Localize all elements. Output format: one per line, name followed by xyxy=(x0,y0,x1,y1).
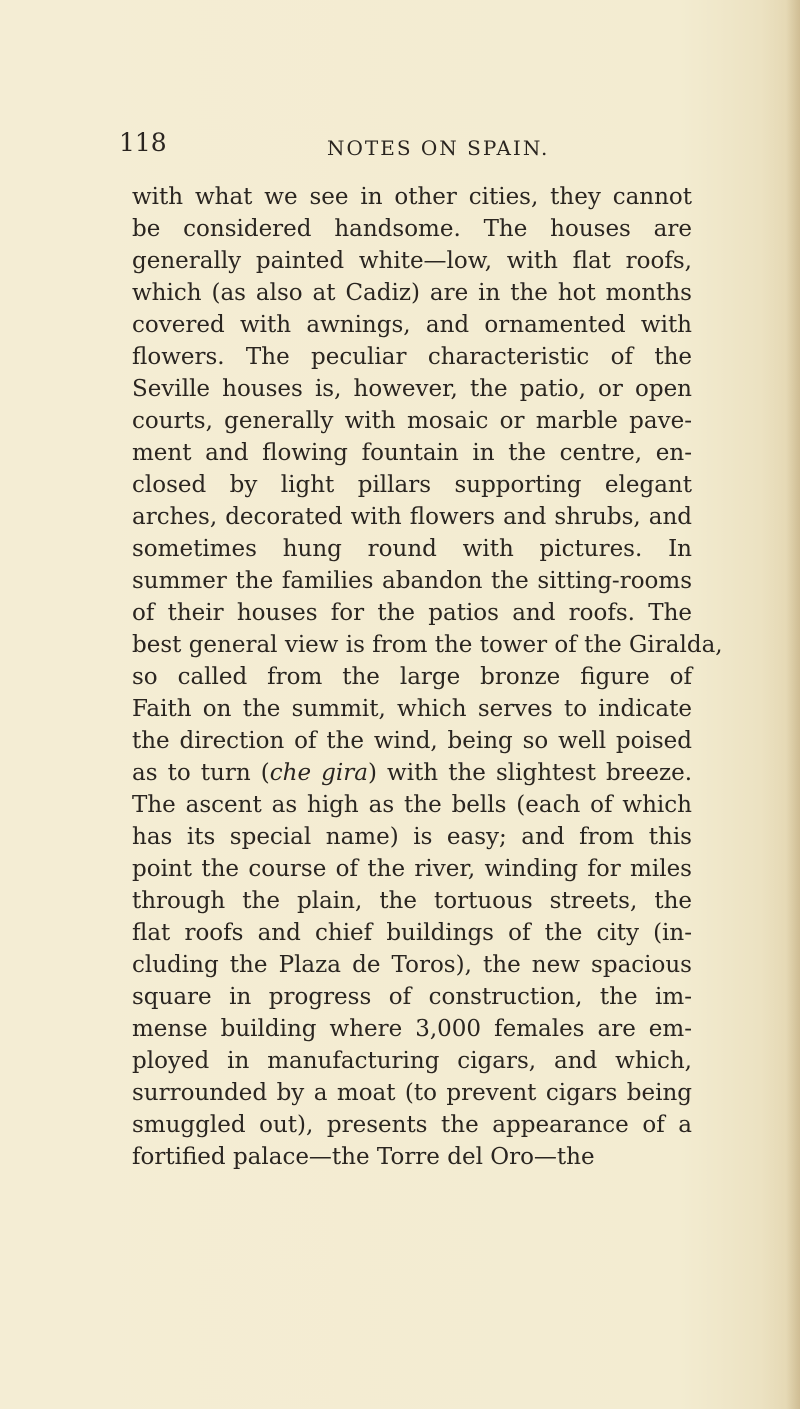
page-edge-shadow xyxy=(786,0,800,1409)
text-line-14: of their houses for the patios and roofs. The xyxy=(132,600,692,626)
text-line-25: cluding the Plaza de Toros), the new spacious xyxy=(132,952,692,978)
text-line-26: square in progress of construction, the im- xyxy=(132,984,692,1010)
text-line-20: The ascent as high as the bells (each of which xyxy=(132,792,692,818)
text-line-31: fortified palace—the Torre del Oro—the xyxy=(132,1144,595,1170)
text-line-21: has its special name) is easy; and from this xyxy=(132,824,692,850)
text-line-2: be considered handsome. The houses are xyxy=(132,216,692,242)
text-line-19 xyxy=(132,757,692,789)
text-line-5: covered with awnings, and ornamented with xyxy=(132,312,692,338)
text-line-11: arches, decorated with flowers and shrubs, and xyxy=(132,504,692,530)
text-line-27: mense building where 3,000 females are em- xyxy=(132,1016,692,1042)
text-line-6: flowers. The peculiar characteristic of the xyxy=(132,344,692,370)
text-line-1: with what we see in other cities, they cannot xyxy=(132,184,692,210)
text-line-10: closed by light pillars supporting elegant xyxy=(132,472,692,498)
text-line-19-before: as to turn ( xyxy=(132,760,270,786)
page-number: 118 xyxy=(119,128,167,157)
text-line-13: summer the families abandon the sitting-rooms xyxy=(132,568,692,594)
text-line-17: Faith on the summit, which serves to indicate xyxy=(132,696,692,722)
text-line-29: surrounded by a moat (to prevent cigars being xyxy=(132,1080,692,1106)
text-line-24: flat roofs and chief buildings of the city (in- xyxy=(132,920,692,946)
text-line-15: best general view is from the tower of the Giralda, xyxy=(132,632,723,658)
page-header xyxy=(0,128,800,168)
text-line-12: sometimes hung round with pictures. In xyxy=(132,536,692,562)
text-line-9: ment and flowing fountain in the centre, en- xyxy=(132,440,692,466)
text-line-28: ployed in manufacturing cigars, and which, xyxy=(132,1048,692,1074)
text-line-3: generally painted white—low, with flat roofs, xyxy=(132,248,692,274)
text-line-4: which (as also at Cadiz) are in the hot months xyxy=(132,280,692,306)
body-text xyxy=(132,181,723,1173)
running-head: NOTES ON SPAIN. xyxy=(327,136,550,160)
text-line-23: through the plain, the tortuous streets, the xyxy=(132,888,692,914)
text-line-22: point the course of the river, winding for miles xyxy=(132,856,692,882)
text-line-19-after: ) with the slightest breeze. xyxy=(367,760,693,786)
text-line-16: so called from the large bronze figure of xyxy=(132,664,692,690)
italic-phrase: che gira xyxy=(269,760,368,786)
text-line-8: courts, generally with mosaic or marble pave- xyxy=(132,408,692,434)
text-line-7: Seville houses is, however, the patio, or open xyxy=(132,376,692,402)
text-line-18: the direction of the wind, being so well poised xyxy=(132,728,692,754)
text-line-30: smuggled out), presents the appearance of a xyxy=(132,1112,692,1138)
